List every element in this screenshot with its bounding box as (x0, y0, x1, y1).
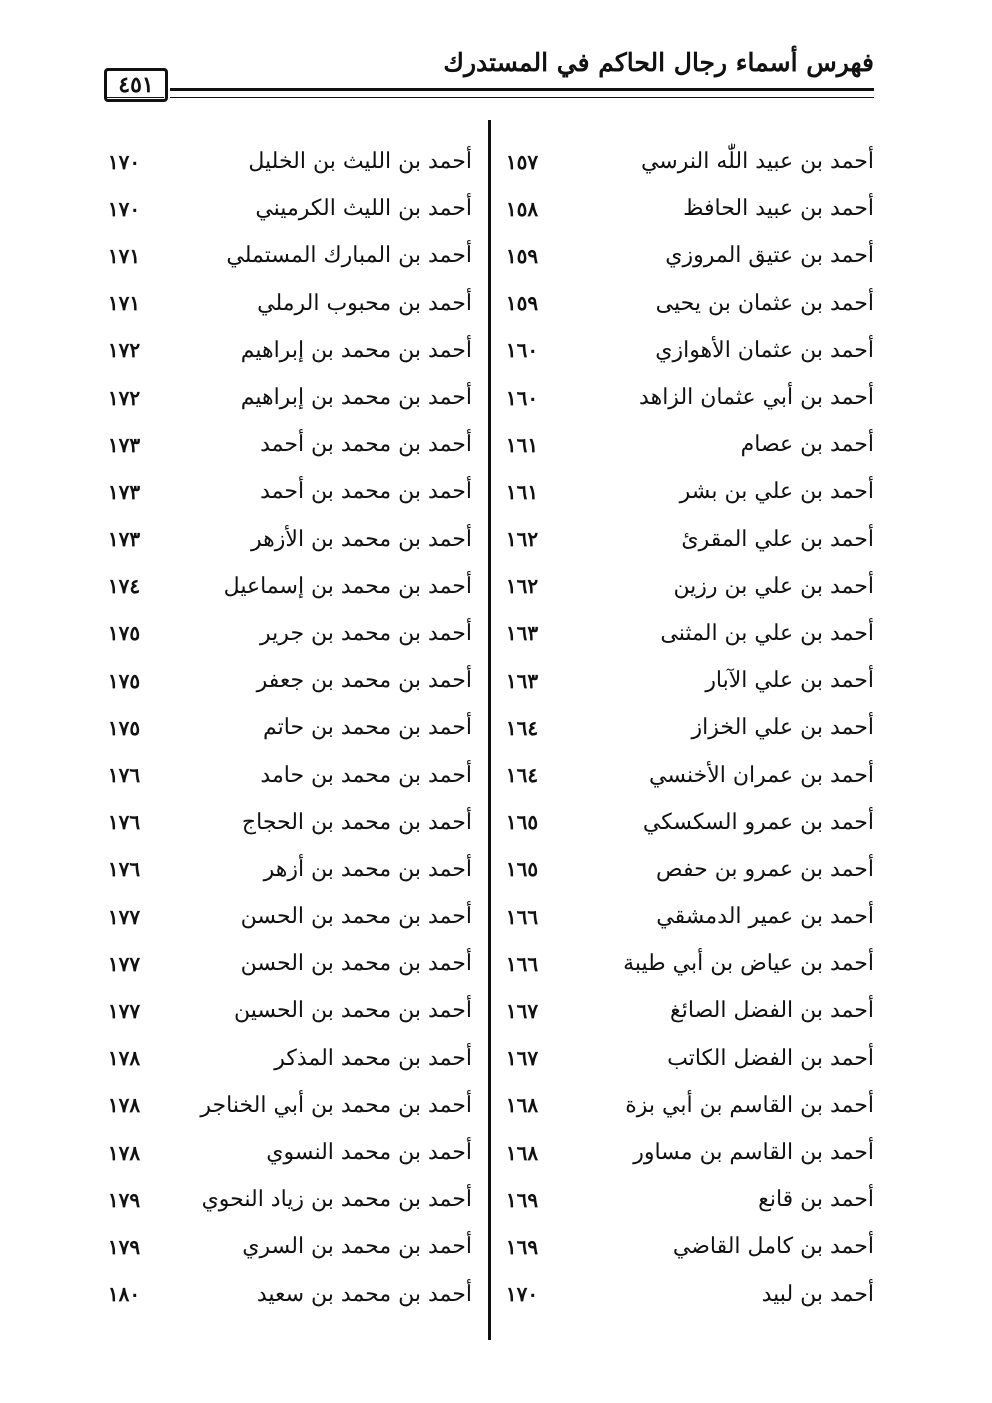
entry-page-number: ١٦١ (505, 479, 539, 504)
index-entry (96, 1223, 472, 1270)
index-entry (96, 1035, 472, 1082)
index-entry (494, 374, 874, 421)
index-entry (494, 468, 874, 515)
entry-page-number: ١٧٢ (107, 385, 141, 410)
index-entry (96, 704, 472, 751)
entry-name: أحمد بن أبي عثمان الزاهد (639, 385, 874, 411)
entry-page-number: ١٧٥ (107, 715, 141, 740)
entry-page-number: ١٦٦ (505, 904, 539, 929)
entry-name: أحمد بن محمد بن أزهر (263, 856, 472, 882)
index-entry (96, 280, 472, 327)
entry-page-number: ١٦٤ (505, 763, 539, 788)
column-divider (488, 120, 491, 1340)
entry-page-number: ١٦٤ (505, 715, 539, 740)
entry-name: أحمد بن علي المقرئ (681, 526, 874, 552)
entry-name: أحمد بن محمد بن حامد (260, 762, 472, 788)
index-entry (494, 280, 874, 327)
index-entry (96, 893, 472, 940)
entry-name: أحمد بن الفضل الصائغ (670, 998, 874, 1024)
index-entry (96, 563, 472, 610)
entry-name: أحمد بن علي بن بشر (679, 479, 874, 505)
entry-name: أحمد بن محمد بن جعفر (256, 668, 472, 694)
entry-page-number: ١٧٣ (107, 527, 141, 552)
page-number: ٤٥١ (118, 72, 154, 98)
entry-page-number: ١٥٨ (505, 196, 539, 221)
entry-page-number: ١٦٥ (505, 857, 539, 882)
entry-page-number: ١٦٣ (505, 668, 539, 693)
index-entry (96, 232, 472, 279)
index-entry (494, 846, 874, 893)
entry-name: أحمد بن محمد بن الأزهر (251, 526, 472, 552)
entry-name: أحمد بن محمد بن الحسن (240, 951, 472, 977)
entry-page-number: ١٧٧ (107, 998, 141, 1023)
entry-page-number: ١٧٦ (107, 810, 141, 835)
index-entry (96, 751, 472, 798)
index-entry (494, 232, 874, 279)
entry-name: أحمد بن الفضل الكاتب (667, 1045, 874, 1071)
index-entry (96, 657, 472, 704)
entry-name: أحمد بن علي الآبار (705, 668, 874, 694)
entry-name: أحمد بن محمد بن جرير (260, 620, 472, 646)
entry-name: أحمد بن محمد بن الحسين (234, 998, 472, 1024)
entry-page-number: ١٦٩ (505, 1187, 539, 1212)
entry-name: أحمد بن عمير الدمشقي (656, 904, 874, 930)
entry-name: أحمد بن علي بن رزين (673, 573, 874, 599)
entry-name: أحمد بن علي بن المثنى (660, 620, 874, 646)
index-entry (494, 1223, 874, 1270)
index-entry (96, 987, 472, 1034)
index-entry (96, 374, 472, 421)
index-entry (96, 940, 472, 987)
index-entry (96, 610, 472, 657)
index-entry (494, 799, 874, 846)
entry-page-number: ١٥٩ (505, 291, 539, 316)
index-entry (96, 1082, 472, 1129)
index-entry (494, 327, 874, 374)
entry-page-number: ١٧٣ (107, 432, 141, 457)
index-entry (494, 940, 874, 987)
entry-page-number: ١٧٧ (107, 904, 141, 929)
entry-page-number: ١٦٢ (505, 527, 539, 552)
index-entry (96, 1176, 472, 1223)
entry-name: أحمد بن عبيد اللّٰه النرسي (640, 149, 874, 175)
entry-page-number: ١٧٠ (107, 149, 141, 174)
index-entry (494, 185, 874, 232)
header-rule-thin (170, 97, 874, 98)
entry-page-number: ١٧٣ (107, 479, 141, 504)
entry-page-number: ١٧٥ (107, 668, 141, 693)
entry-name: أحمد بن محبوب الرملي (257, 290, 472, 316)
entry-page-number: ١٦٧ (505, 998, 539, 1023)
entry-name: أحمد بن عياض بن أبي طيبة (623, 951, 874, 977)
index-entry (96, 799, 472, 846)
entry-name: أحمد بن عمران الأخنسي (649, 762, 874, 788)
entry-page-number: ١٧٠ (107, 196, 141, 221)
index-entry (494, 516, 874, 563)
entry-name: أحمد بن محمد بن أبي الخناجر (200, 1092, 472, 1118)
index-entry (494, 1035, 874, 1082)
entry-name: أحمد بن عبيد الحافظ (683, 196, 874, 222)
entry-name: أحمد بن المبارك المستملي (226, 243, 472, 269)
entry-name: أحمد بن عثمان بن يحيى (655, 290, 874, 316)
entry-page-number: ١٧٨ (107, 1093, 141, 1118)
entry-page-number: ١٧٠ (505, 1282, 539, 1307)
entry-name: أحمد بن القاسم بن مساور (633, 1140, 874, 1166)
entry-name: أحمد بن محمد بن سعيد (256, 1281, 472, 1307)
entry-name: أحمد بن محمد النسوي (266, 1140, 472, 1166)
entry-name: أحمد بن لبيد (761, 1281, 874, 1307)
entry-page-number: ١٧٦ (107, 763, 141, 788)
entry-page-number: ١٦٦ (505, 951, 539, 976)
entry-page-number: ١٦٨ (505, 1140, 539, 1165)
entry-page-number: ١٧٩ (107, 1234, 141, 1259)
entry-page-number: ١٧٥ (107, 621, 141, 646)
entry-page-number: ١٨٠ (107, 1282, 141, 1307)
entry-name: أحمد بن الليث بن الخليل (248, 149, 472, 175)
index-column-left (96, 138, 472, 1318)
entry-name: أحمد بن محمد بن حاتم (262, 715, 472, 741)
entry-name: أحمد بن محمد المذكر (274, 1045, 472, 1071)
entry-name: أحمد بن محمد بن أحمد (260, 432, 472, 458)
entry-name: أحمد بن محمد بن إبراهيم (240, 337, 472, 363)
header-rule-thick (170, 88, 874, 91)
entry-page-number: ١٦٩ (505, 1234, 539, 1259)
entry-name: أحمد بن عصام (740, 432, 874, 458)
index-entry (96, 846, 472, 893)
index-entry (96, 468, 472, 515)
entry-page-number: ١٦٧ (505, 1046, 539, 1071)
entry-name: أحمد بن علي الخزاز (691, 715, 874, 741)
entry-page-number: ١٦١ (505, 432, 539, 457)
entry-page-number: ١٧٨ (107, 1046, 141, 1071)
entry-name: أحمد بن الليث الكرميني (255, 196, 472, 222)
entry-page-number: ١٦٨ (505, 1093, 539, 1118)
entry-page-number: ١٦٠ (505, 338, 539, 363)
index-column-right (494, 138, 874, 1318)
index-entry (494, 1129, 874, 1176)
index-entry (96, 138, 472, 185)
entry-page-number: ١٧٧ (107, 951, 141, 976)
index-entry (494, 704, 874, 751)
index-entry (494, 751, 874, 798)
index-entry (494, 987, 874, 1034)
index-entry (494, 563, 874, 610)
index-entry (96, 327, 472, 374)
index-entry (494, 893, 874, 940)
entry-page-number: ١٧٨ (107, 1140, 141, 1165)
entry-name: أحمد بن محمد بن الحجاج (241, 809, 472, 835)
entry-page-number: ١٧٤ (107, 574, 141, 599)
entry-name: أحمد بن قانع (758, 1187, 874, 1213)
entry-page-number: ١٥٩ (505, 243, 539, 268)
entry-page-number: ١٥٧ (505, 149, 539, 174)
header-rule-left (104, 97, 164, 98)
entry-name: أحمد بن القاسم بن أبي بزة (625, 1092, 874, 1118)
entry-name: أحمد بن محمد بن أحمد (260, 479, 472, 505)
index-entry (494, 1082, 874, 1129)
entry-page-number: ١٧٢ (107, 338, 141, 363)
index-entry (96, 1271, 472, 1318)
entry-name: أحمد بن محمد بن إبراهيم (240, 385, 472, 411)
entry-name: أحمد بن محمد بن زياد النحوي (201, 1187, 472, 1213)
index-entry (96, 516, 472, 563)
index-entry (494, 1271, 874, 1318)
index-entry (494, 421, 874, 468)
entry-page-number: ١٧٩ (107, 1187, 141, 1212)
entry-name: أحمد بن عمرو بن حفص (656, 856, 874, 882)
entry-name: أحمد بن كامل القاضي (672, 1234, 874, 1260)
index-entry (96, 421, 472, 468)
entry-name: أحمد بن عثمان الأهوازي (655, 337, 874, 363)
index-entry (96, 1129, 472, 1176)
index-entry (494, 138, 874, 185)
index-entry (494, 610, 874, 657)
index-entry (494, 657, 874, 704)
entry-page-number: ١٧٦ (107, 857, 141, 882)
entry-page-number: ١٦٢ (505, 574, 539, 599)
index-entry (96, 185, 472, 232)
entry-page-number: ١٦٥ (505, 810, 539, 835)
page-title: فهرس أسماء رجال الحاكم في المستدرك (443, 48, 874, 77)
entry-page-number: ١٧١ (107, 291, 141, 316)
entry-name: أحمد بن عمرو السكسكي (642, 809, 874, 835)
entry-name: أحمد بن محمد بن إسماعيل (223, 573, 472, 599)
index-entry (494, 1176, 874, 1223)
entry-page-number: ١٦٣ (505, 621, 539, 646)
entry-name: أحمد بن محمد بن الحسن (240, 904, 472, 930)
entry-name: أحمد بن عتيق المروزي (665, 243, 874, 269)
entry-page-number: ١٦٠ (505, 385, 539, 410)
entry-name: أحمد بن محمد بن السري (242, 1234, 472, 1260)
entry-page-number: ١٧١ (107, 243, 141, 268)
